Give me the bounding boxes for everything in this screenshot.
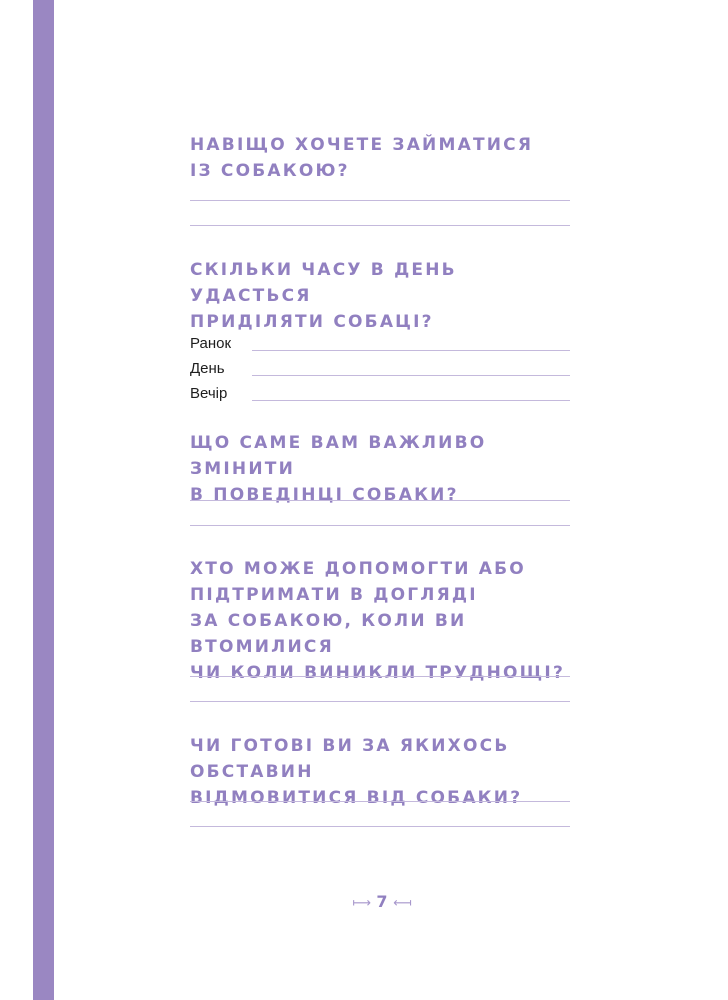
answer-line[interactable] [252,400,570,401]
answer-line[interactable] [190,676,570,677]
question-line: В ПОВЕДІНЦІ СОБАКИ? [190,485,459,505]
time-row-morning [190,335,570,357]
question-line: ЧИ ГОТОВІ ВИ ЗА ЯКИХОСЬ ОБСТАВИН [190,736,510,782]
page-mark-left: ⟼ [352,896,371,911]
question-line: ЩО САМЕ ВАМ ВАЖЛИВО ЗМІНИТИ [190,433,487,479]
time-row-evening [190,385,570,407]
page-number [352,892,412,911]
question-title [190,733,570,811]
question-line: НАВІЩО ХОЧЕТЕ ЗАЙМАТИСЯ [190,135,534,155]
question-line: СКІЛЬКИ ЧАСУ В ДЕНЬ УДАСТЬСЯ [190,260,457,306]
question-line: ІЗ СОБАКОЮ? [190,161,350,181]
answer-line[interactable] [252,350,570,351]
page-number-value: 7 [376,892,388,911]
answer-line[interactable] [190,225,570,226]
answer-line[interactable] [190,500,570,501]
answer-line[interactable] [252,375,570,376]
question-title [190,132,533,184]
question-line: ЧИ КОЛИ ВИНИКЛИ ТРУДНОЩІ? [190,663,566,683]
time-label: День [190,360,225,377]
question-line: ХТО МОЖЕ ДОПОМОГТИ АБО [190,559,526,579]
sidebar-stripe [33,0,54,1000]
time-label: Ранок [190,335,232,352]
question-title [190,556,570,686]
question-title [190,257,570,335]
answer-line[interactable] [190,525,570,526]
question-line: ПІДТРИМАТИ В ДОГЛЯДІ [190,585,478,605]
page-mark-right: ⟻ [393,896,412,911]
time-row-day [190,360,570,382]
time-label: Вечір [190,385,228,402]
answer-line[interactable] [190,826,570,827]
question-title [190,430,570,508]
answer-line[interactable] [190,701,570,702]
answer-line[interactable] [190,200,570,201]
question-line: ВІДМОВИТИСЯ ВІД СОБАКИ? [190,788,523,808]
questionnaire [190,0,570,1000]
question-line: ПРИДІЛЯТИ СОБАЦІ? [190,312,434,332]
question-line: ЗА СОБАКОЮ, КОЛИ ВИ ВТОМИЛИСЯ [190,611,467,657]
answer-line[interactable] [190,801,570,802]
